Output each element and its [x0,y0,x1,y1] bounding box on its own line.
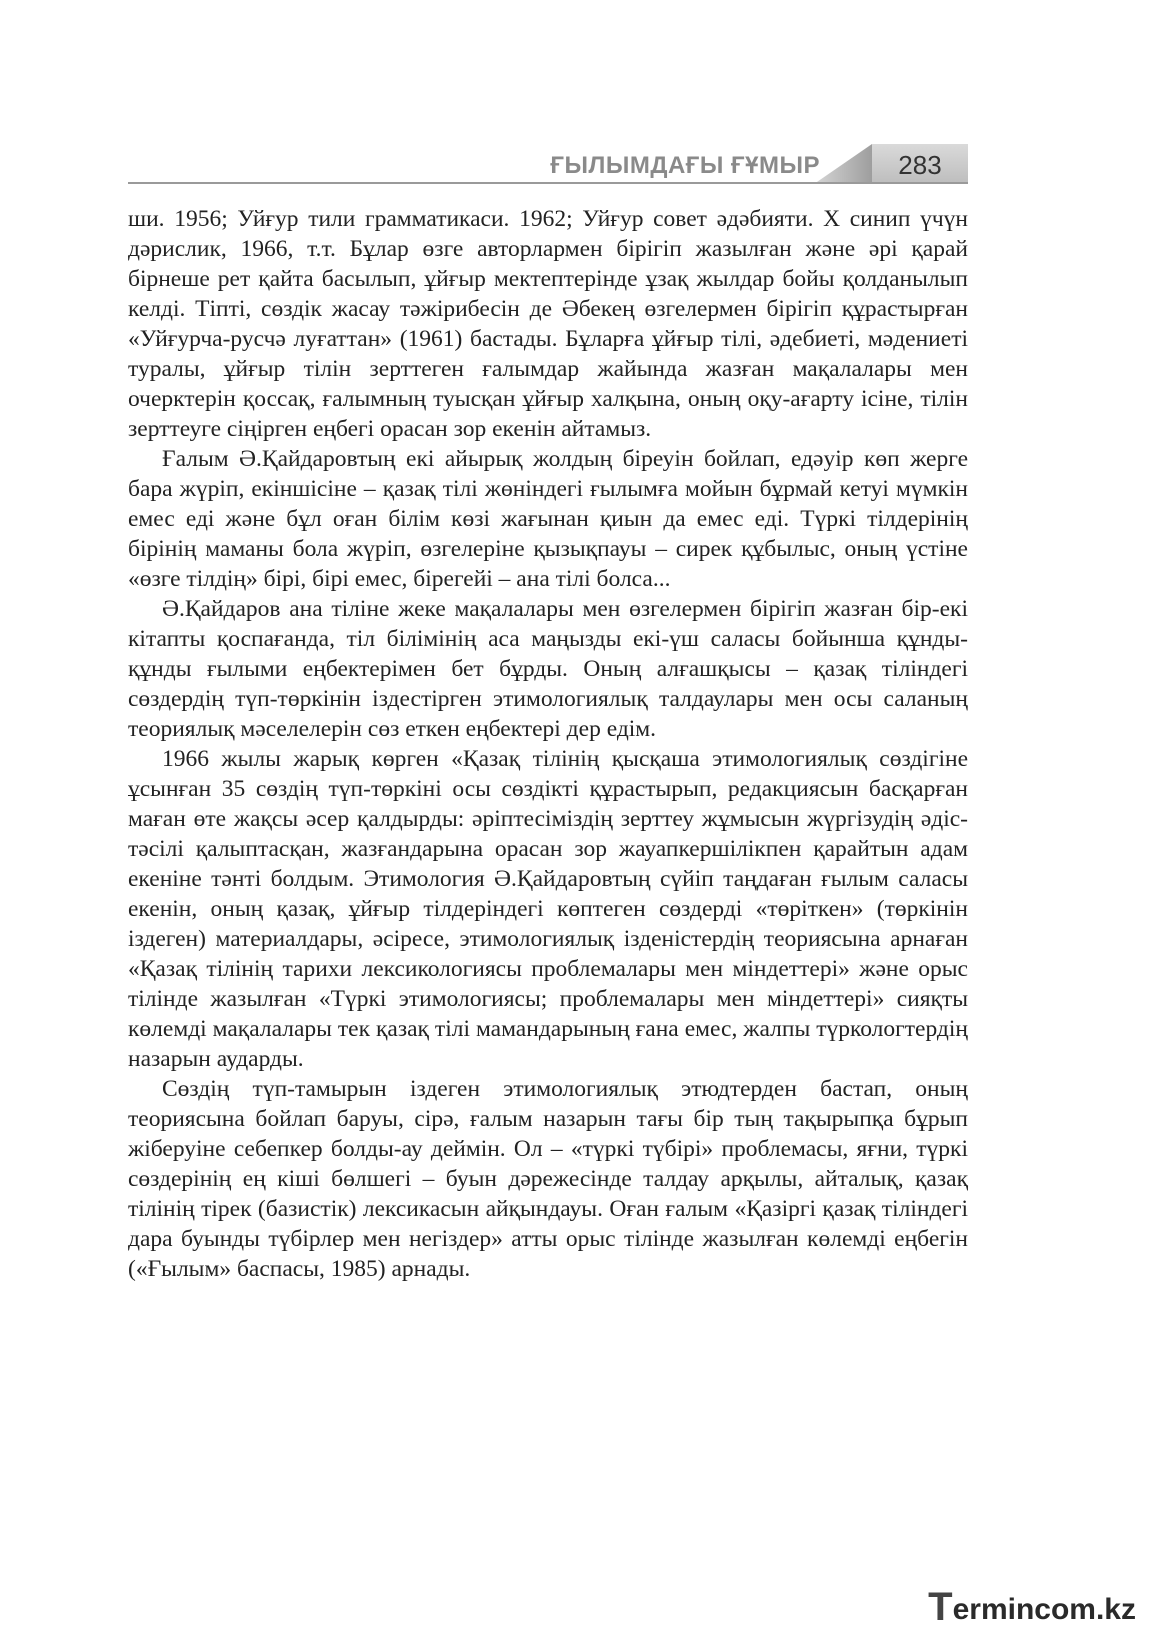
paragraph: 1966 жылы жарық көрген «Қазақ тілінің қысқаша этимологиялық сөздігіне ұсынған 35 сөздің түп-төркіні осы сөздікті құрастырып, редакциясын басқарған маған өте жақсы әсер қалдырды: әріптесіміздің зерттеу жұмысын жүргізудің әдіс-тәсілі қалыптасқан, жазғандарына орасан зор жауапкершілікпен қарайтын адам екеніне тәнті болдым. Этимология Ә.Қайдаровтың сүйіп таңдаған ғылым саласы екенін, оның қазақ, ұйғыр тілдеріндегі көптеген сөздерді «төріткен» (төркінін іздеген) материалдары, әсіресе, этимологиялық ізденістердің теориясына арнаған «Қазақ тілінің тарихи лексикологиясы проблемалары мен міндеттері» және орыс тілінде жазылған «Түркі этимологиясы; проблемалары мен міндеттері» сияқты көлемді мақалалары тек қазақ тілі мамандарының ғана емес, жалпы түркологтердің назарын аударды. [128,746,968,1072]
paragraph: ши. 1956; Уйғур тили грамматикаси. 1962; Уйғур совет әдәбияти. Х синип үчүн дәрислик, 1966, т.т. Бұлар өзге авторлармен бірігіп жазылған және әрі қарай бірнеше рет қайта басылып, ұйғыр мектептерінде ұзақ жылдар бойы қолданылып келді. Тіпті, сөздік жасау тәжірибесін де Әбекең өзгелермен бірігіп құрастырған «Уйғурча-русчә луғаттан» (1961) бастады. Бұларға ұйғыр тілі, әдебиеті, мәдениеті туралы, ұйғыр тілін зерттеген ғалымдар жайында жазған мақалалары мен очерктерін қоссақ, ғалымның туысқан ұйғыр халқына, оның оқу-ағарту ісіне, тілін зерттеуге сіңірген еңбегі орасан зор екенін айтамыз. [128,206,968,442]
site-watermark [928,1587,1136,1627]
body-text [128,204,968,1284]
watermark-text: ermincom.kz [952,1593,1136,1626]
paragraph: Ғалым Ә.Қайдаровтың екі айырық жолдың біреуін бойлап, едәуір көп жерге бара жүріп, екіншісіне – қазақ тілі жөніндегі ғылымға мойын бұрмай кетуі мүмкін емес еді және бұл оған білім көзі жағынан қиын да емес еді. Түркі тілдерінің бірінің маманы бола жүріп, өзгелеріне қызықпауы – сирек құбылыс, оның үстіне «өзге тілдің» бірі, бірі емес, бірегейі – ана тілі болса... [128,446,968,592]
paragraph: Сөздің түп-тамырын іздеген этимологиялық этюдтерден бастап, оның теориясына бойлап баруы, сірә, ғалым назарын тағы бір тың тақырыпқа бұрып жіберуіне себепкер болды-ау деймін. Ол – «түркі түбірі» проблемасы, яғни, түркі сөздерінің ең кіші бөлшегі – буын дәрежесінде талдау арқылы, айталық, қазақ тілінің тірек (базистік) лексикасын айқындауы. Оған ғалым «Қазіргі қазақ тіліндегі дара буынды түбірлер мен негіздер» атты орыс тілінде жазылған көлемді еңбегін («Ғылым» баспасы, 1985) арнады. [128,1076,968,1282]
running-title: ҒЫЛЫМДАҒЫ ҒҰМЫР [550,152,820,179]
watermark-initial: T [928,1585,953,1629]
paragraph: Ә.Қайдаров ана тіліне жеке мақалалары мен өзгелермен бірігіп жазған бір-екі кітапты қоспағанда, тіл білімінің аса маңызды екі-үш саласы бойынша құнды-құнды ғылыми еңбектерімен бет бұрды. Оның алғашқысы – қазақ тіліндегі сөздердің түп-төркінін іздестірген этимологиялық талдаулары мен осы саланың теориялық мәселелерін сөз еткен еңбектері дер едім. [128,596,968,742]
page-number: 283 [898,150,942,180]
page-header [128,138,968,188]
header-decoration [814,144,872,184]
header-rule [128,182,968,184]
page-number-box [872,144,968,184]
